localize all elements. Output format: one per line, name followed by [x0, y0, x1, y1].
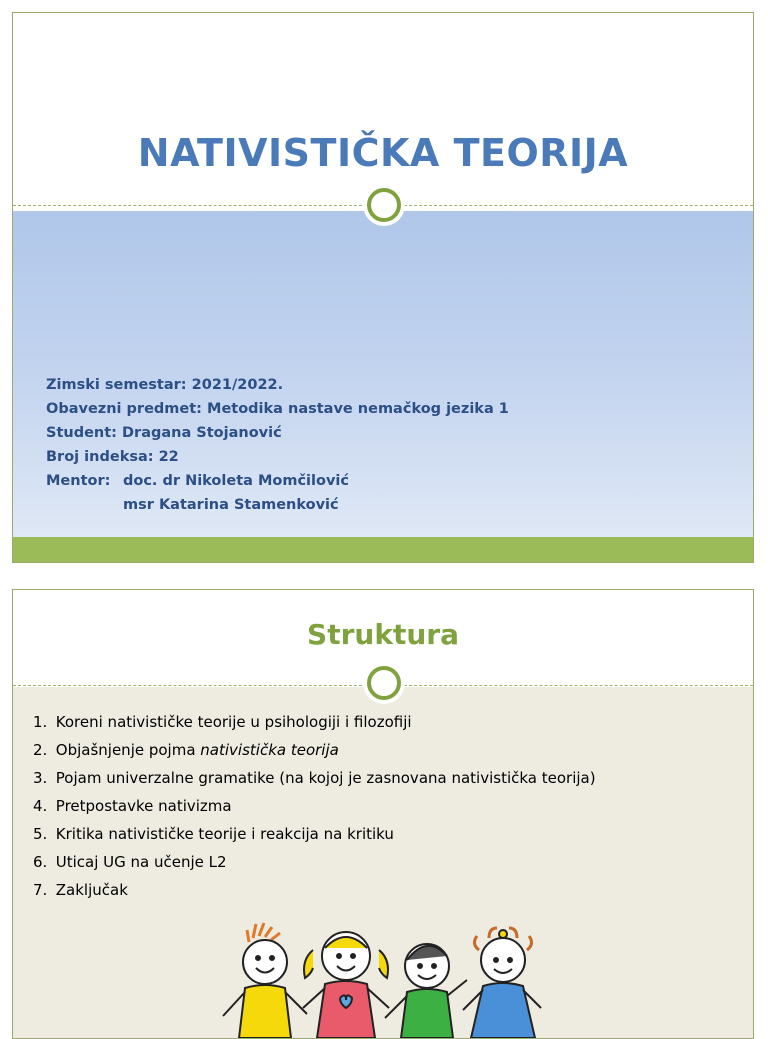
list-item: 2. Objašnjenje pojma nativistička teorija [33, 741, 339, 759]
mentor-label: Mentor: [46, 473, 111, 489]
list-item: 1. Koreni nativističke teorije u psihologiji i filozofiji [33, 713, 412, 731]
circle-ornament-icon [367, 666, 401, 700]
mentor-name-2: msr Katarina Stamenković [123, 497, 339, 513]
structure-slide [12, 589, 754, 1039]
list-item: 7. Zaključak [33, 881, 128, 899]
children-illustration [213, 920, 543, 1039]
subject-line: Obavezni predmet: Metodika nastave nemačkog jezika 1 [46, 401, 509, 417]
index-line: Broj indeksa: 22 [46, 449, 179, 465]
structure-list [33, 708, 596, 904]
student-line: Student: Dragana Stojanović [46, 425, 282, 441]
mentor-line [46, 469, 509, 493]
child-figure [463, 928, 541, 1038]
list-item: 5. Kritika nativističke teorije i reakcija na kritiku [33, 825, 394, 843]
mentor-name-1: doc. dr Nikoleta Momčilović [123, 473, 349, 489]
semester-line: Zimski semestar: 2021/2022. [46, 377, 284, 393]
list-item: 3. Pojam univerzalne gramatike (na kojoj je zasnovana nativistička teorija) [33, 769, 596, 787]
child-figure [223, 923, 307, 1038]
list-item: 4. Pretpostavke nativizma [33, 797, 232, 815]
title-slide [12, 12, 754, 563]
slide-title: Struktura [307, 618, 459, 651]
green-footer-bar [13, 537, 753, 563]
slide-title: NATIVISTIČKA TEORIJA [137, 131, 629, 175]
list-item: 6. Uticaj UG na učenje L2 [33, 853, 227, 871]
circle-ornament-icon [367, 188, 401, 222]
course-info [46, 373, 509, 517]
child-figure [303, 932, 389, 1038]
